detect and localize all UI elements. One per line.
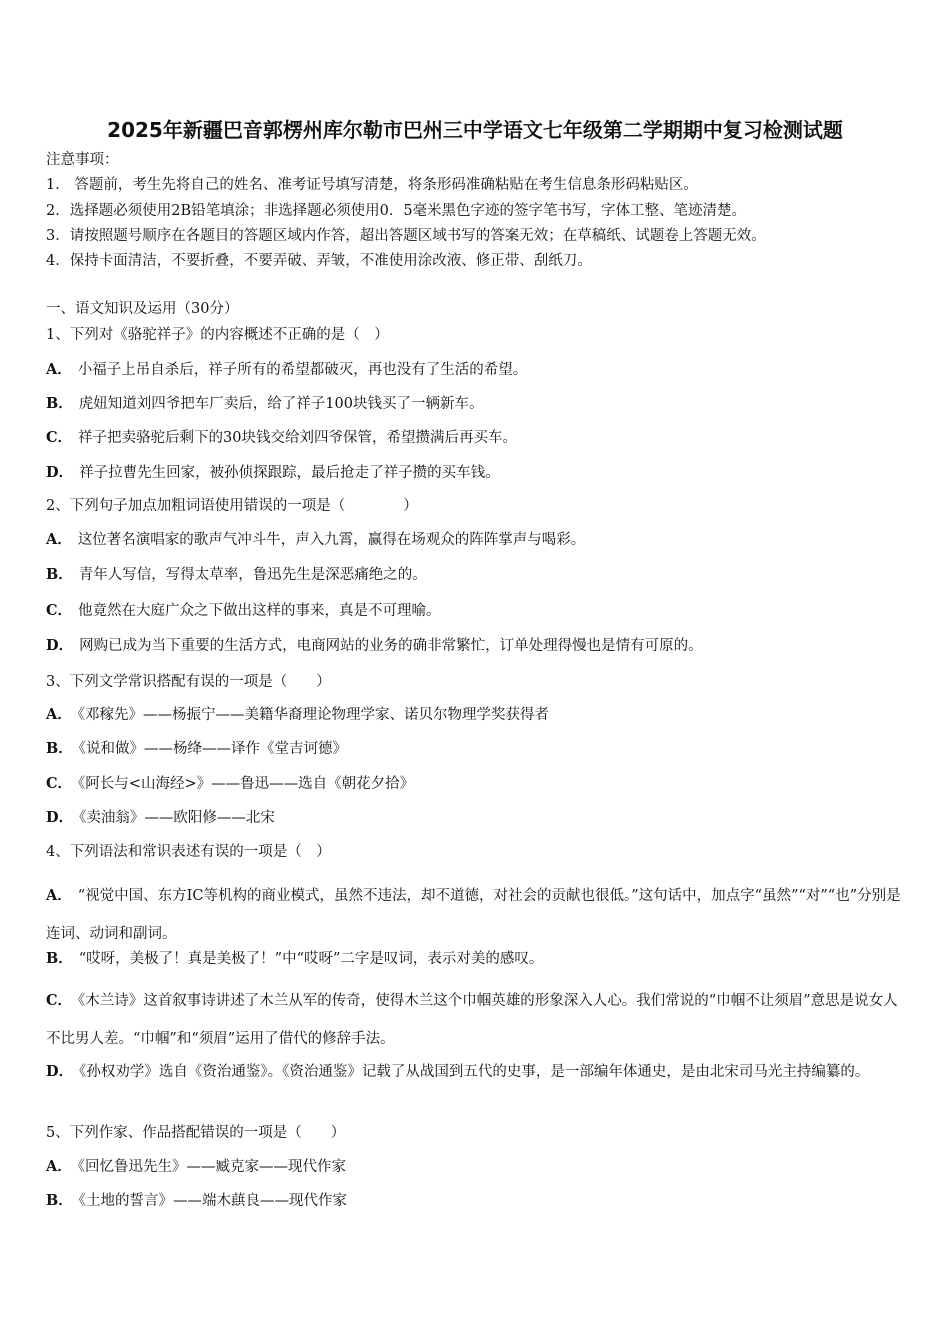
question-stem: 1、下列对《骆驼祥子》的内容概述不正确的是（ ） [46, 327, 389, 343]
option-letter: B． [46, 395, 73, 412]
option-text: 他竟然在大庭广众之下做出这样的事来，真是不可理喻。 [78, 603, 441, 619]
option-letter: A． [46, 887, 72, 904]
option-item [46, 877, 906, 953]
option-letter: B． [46, 950, 73, 967]
option-text: 《说和做》——杨绛——译作《堂吉诃德》 [78, 741, 348, 757]
option-letter: D． [46, 637, 74, 654]
option-text: 祥子拉曹先生回家，被孙侦探跟踪，最后抢走了祥子攒的买车钱。 [79, 465, 500, 481]
notice-item: 1． 答题前，考生先将自己的姓名、准考证号填写清楚，将条形码准确粘贴在考生信息条形码粘贴区。 [46, 177, 698, 193]
option-text: 《木兰诗》这首叙事诗讲述了木兰从军的传奇，使得木兰这个巾帼英雄的形象深入人心。我们常说的“巾帼不让须眉”意思是说女人不比男人差。“巾帼”和“须眉”运用了借代的修辞手法。 [46, 993, 898, 1047]
question-stem: 4、下列语法和常识表述有误的一项是（ ） [46, 844, 331, 860]
option-item [46, 429, 517, 447]
option-letter: A． [46, 531, 72, 548]
option-item [46, 1053, 906, 1091]
option-text: 青年人写信，写得太草率，鲁迅先生是深恶痛绝之的。 [78, 567, 427, 583]
option-text: 《阿长与<山海经>》——鲁迅——选自《朝花夕拾》 [78, 776, 415, 792]
option-letter: B． [46, 566, 73, 583]
question-stem: 2、下列句子加点加粗词语使用错误的一项是（ ） [46, 498, 418, 514]
option-item [46, 637, 703, 655]
option-letter: D． [46, 809, 74, 826]
option-letter: C． [46, 429, 73, 446]
option-letter: C． [46, 775, 73, 792]
notice-item: 4．保持卡面清洁，不要折叠，不要弄破、弄皱，不准使用涂改液、修正带、刮纸刀。 [46, 253, 592, 269]
option-text: 虎妞知道刘四爷把车厂卖后，给了祥子100块钱买了一辆新车。 [78, 396, 484, 412]
option-letter: B． [46, 1192, 73, 1209]
option-letter: A． [46, 361, 72, 378]
option-text: 这位著名演唱家的歌声气冲斗牛，声入九霄，赢得在场观众的阵阵掌声与喝彩。 [77, 532, 586, 548]
option-item [46, 395, 483, 413]
option-letter: C． [46, 602, 73, 619]
option-text: 祥子把卖骆驼后剩下的30块钱交给刘四爷保管，希望攒满后再买车。 [78, 430, 517, 446]
question-stem: 5、下列作家、作品搭配错误的一项是（ ） [46, 1125, 346, 1141]
option-text: 《卖油翁》——欧阳修——北宋 [79, 810, 275, 826]
option-item [46, 706, 549, 724]
option-item [46, 740, 347, 758]
option-letter: A． [46, 1158, 72, 1175]
option-text: “哎呀，美极了！真是美极了！”中“哎呀”二字是叹词，表示对美的感叹。 [78, 951, 544, 967]
option-text: 小福子上吊自杀后，祥子所有的希望都破灭，再也没有了生活的希望。 [77, 362, 528, 378]
option-item [46, 602, 441, 620]
option-item [46, 361, 527, 379]
option-letter: B． [46, 740, 73, 757]
option-item [46, 1158, 346, 1176]
question-stem: 3、下列文学常识搭配有误的一项是（ ） [46, 674, 331, 690]
notice-item: 2．选择题必须使用2B铅笔填涂；非选择题必须使用0．5毫米黑色字迹的签字笔书写，字体工整、笔迹清楚。 [46, 203, 747, 219]
option-letter: C． [46, 992, 73, 1009]
option-text: 《土地的誓言》——端木蕻良——现代作家 [78, 1193, 348, 1209]
option-letter: D． [46, 1063, 74, 1080]
option-item [46, 982, 906, 1058]
option-item [46, 1192, 347, 1210]
notice-heading: 注意事项： [46, 152, 119, 168]
section-heading: 一、语文知识及运用（30分） [46, 301, 239, 317]
option-text: 网购已成为当下重要的生活方式，电商网站的业务的确非常繁忙，订单处理得慢也是情有可原的。 [79, 638, 703, 654]
option-item [46, 809, 275, 827]
exam-title: 2025年新疆巴音郭楞州库尔勒市巴州三中学语文七年级第二学期期中复习检测试题 [107, 118, 843, 142]
option-item [46, 950, 543, 968]
option-text: 《回忆鲁迅先生》——臧克家——现代作家 [77, 1159, 347, 1175]
notice-item: 3．请按照题号顺序在各题目的答题区域内作答，超出答题区域书写的答案无效；在草稿纸、试题卷上答题无效。 [46, 228, 766, 244]
option-letter: D． [46, 464, 74, 481]
option-text: 《邓稼先》——杨振宁——美籍华裔理论物理学家、诺贝尔物理学奖获得者 [77, 707, 550, 723]
option-item [46, 775, 414, 793]
option-letter: A． [46, 706, 72, 723]
option-text: “视觉中国、东方IC等机构的商业模式，虽然不违法，却不道德，对社会的贡献也很低。”这句话中，加点字“虽然”“对”“也”分别是连词、动词和副词。 [46, 888, 901, 942]
option-item [46, 464, 500, 482]
option-item [46, 566, 427, 584]
option-item [46, 531, 585, 549]
option-text: 《孙权劝学》选自《资治通鉴》。《资治通鉴》记载了从战国到五代的史事，是一部编年体通史，是由北宋司马光主持编纂的。 [79, 1064, 870, 1080]
